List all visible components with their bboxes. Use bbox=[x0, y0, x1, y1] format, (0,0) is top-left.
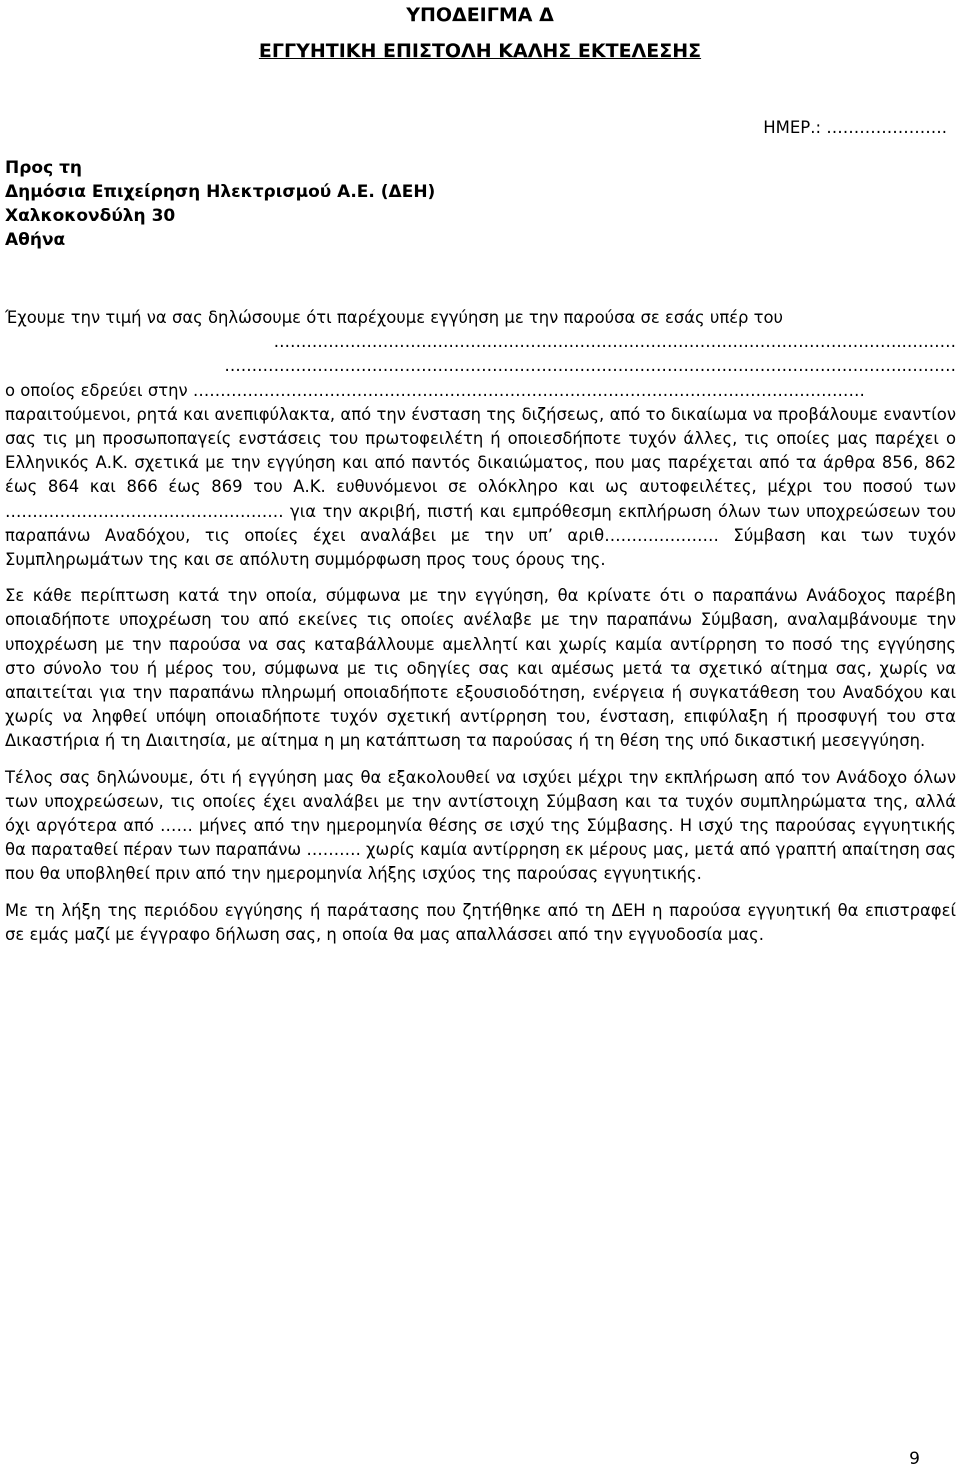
recipient-line-company: Δημόσια Επιχείρηση Ηλεκτρισμού Α.Ε. (ΔΕΗ) bbox=[5, 182, 436, 202]
recipient-line-street: Χαλκοκονδύλη 30 bbox=[5, 206, 176, 226]
letter-page bbox=[5, 0, 955, 1478]
address-blank-line: ο οποίος εδρεύει στην …………………………………………………………………………………………………………… bbox=[5, 380, 865, 400]
paragraph-guarantee bbox=[5, 306, 956, 572]
paragraph-expiry: Με τη λήξη της περιόδου εγγύησης ή παράτασης που ζητήθηκε από τη ΔΕΗ η παρούσα εγγυητική θα επιστραφεί σε εμάς μαζί με έγγραφο δήλωση σας, η οποία θα μας απαλλάσσει από την εγγυοδοσία μας. bbox=[5, 900, 956, 944]
recipient-block bbox=[5, 156, 435, 252]
document-subtitle: ΕΓΓΥΗΤΙΚΗ ΕΠΙΣΤΟΛΗ ΚΑΛΗΣ ΕΚΤΕΛΕΣΗΣ bbox=[258, 40, 702, 62]
beneficiary-blank-1: ……………………………………………………………………………………………………..……… bbox=[273, 332, 956, 352]
recipient-line-city: Αθήνα bbox=[5, 230, 66, 250]
document-title: ΥΠΟΔΕΙΓΜΑ Δ bbox=[406, 4, 554, 26]
letter-body bbox=[5, 306, 956, 947]
paragraph-guarantee-text: παραιτούμενοι, ρητά και ανεπιφύλακτα, από την ένσταση της διζήσεως, από το δικαίωμα να προβάλουμε εναντίον σας τις μη προσωποπαγείς ενστάσεις του πρωτοφειλέτη ή οποιεσδήποτε τυχόν άλλες, τις οποίες μας παρέχει ο Ελληνικός Α.Κ. σχετικά με την εγγύηση και από παντός δικαιώματος, που μας παρέχεται από τα άρθρα 856, 862 έως 864 και 866 έως 869 του Α.Κ. ευθυνόμενοι σε ολόκληρο και ως αυτοφειλέτες, μέχρι του ποσού των …………………………………………… για την ακριβή, πιστή και εμπρόθεσμη εκπλήρωση όλων των υποχρεώσεων του παραπάνω Αναδόχου, τις οποίες έχει αναλάβει με την υπ’ αριθ………………… Σύμβαση και των τυχόν Συμπληρωμάτων της και σε απόλυτη συμμόρφωση προς τους όρους της. bbox=[5, 404, 956, 570]
paragraph-validity: Τέλος σας δηλώνουμε, ότι ή εγγύηση μας θα εξακολουθεί να ισχύει μέχρι την εκπλήρωση από τον Ανάδοχο όλων των υποχρεώσεων, τις οποίες έχει αναλάβει με την αντίστοιχη Σύμβαση και τα τυχόν συμπληρώματα της, αλλά όχι αργότερα από …… μήνες από την ημερομηνία θέσης σε ισχύ της Σύμβασης. Η ισχύ της παρούσας εγγυητικής θα παραταθεί πέραν των παραπάνω ………. χωρίς καμία αντίρρηση εκ μέρους μας, μετά από γραπτή απαίτηση σας που θα υποβληθεί πριν από την ημερομηνία λήξης ισχύος της παρούσας εγγυητικής. bbox=[5, 767, 956, 884]
page-number: 9 bbox=[909, 1449, 920, 1469]
date-field: ΗΜΕΡ.: …………………. bbox=[763, 118, 947, 137]
paragraph-obligation: Σε κάθε περίπτωση κατά την οποία, σύμφωνα με την εγγύηση, θα κρίνατε ότι ο παραπάνω Ανάδοχος παρέβη οποιαδήποτε υποχρέωση του από εκείνες τις οποίες ανέλαβε με την παραπάνω Σύμβαση, αναλαμβάνουμε την υποχρέωση με την παρούσα να σας καταβάλλουμε αμελλητί και χωρίς καμία αντίρρηση το ποσό της εγγύησης στο σύνολο του ή μέρος του, σύμφωνα με τις οδηγίες σας και αμέσως μετά τα σχετικό αίτημα σας, χωρίς να απαιτείται για την παραπάνω πληρωμή οποιαδήποτε εξουσιοδότηση, ενέργεια ή συγκατάθεση του Αναδόχου και χωρίς να ληφθεί υπόψη οποιαδήποτε τυχόν σχετική αντίρρηση του, ένσταση, επιφύλαξη ή προσφυγή του στα Δικαστήρια ή τη Διαιτησία, με αίτημα η μη κατάπτωση τα παρούσας ή τη θέση της υπό δικαστική μεσεγγύηση. bbox=[5, 586, 956, 751]
beneficiary-blank-2: ……………………………………………………………………………………………………………..……… bbox=[224, 356, 956, 376]
paragraph-guarantee-intro: Έχουμε την τιμή να σας δηλώσουμε ότι παρέχουμε εγγύηση με την παρούσα σε εσάς υπέρ του bbox=[5, 308, 784, 327]
recipient-line-to: Προς τη bbox=[5, 158, 83, 178]
